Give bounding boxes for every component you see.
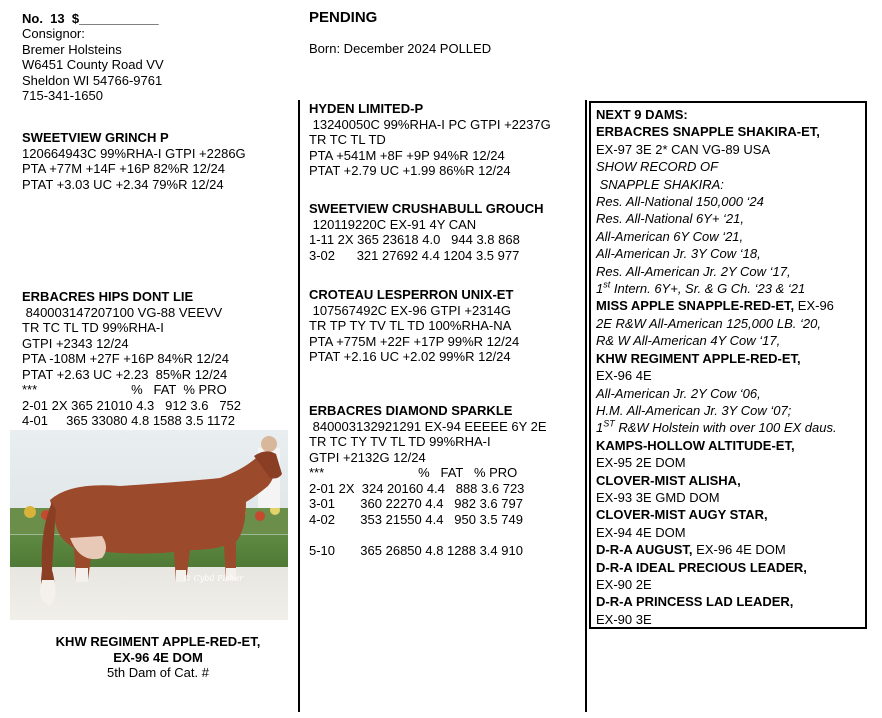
dam-dam-line: TR TC TY TV TL TD 99%RHA-I xyxy=(309,434,491,449)
sire-dam-line: 1-11 2X 365 23618 4.0 944 3.8 868 xyxy=(309,232,520,247)
sire-sire-line: PTA +541M +8F +9P 94%R 12/24 xyxy=(309,147,505,163)
dam1-show: Res. All-American Jr. 2Y Cow ‘17, xyxy=(596,263,791,279)
dam3-line: EX-96 4E xyxy=(596,368,652,384)
dam-line: 2-01 2X 365 21010 4.3 912 3.6 752 xyxy=(22,397,242,413)
dam-dam-line: 5-10 365 26850 4.8 1288 3.4 910 xyxy=(309,542,523,558)
dam-dam-line: 840003132921291 EX-94 EEEEE 6Y 2E xyxy=(309,418,547,434)
dam8-line: EX-90 2E xyxy=(596,576,652,592)
photo-credit: © Cybil Fisher xyxy=(183,573,243,583)
status-text: PENDING xyxy=(309,9,378,26)
dam-dam-block xyxy=(309,403,547,558)
dam4-name: KAMPS-HOLLOW ALTITUDE-ET, xyxy=(596,437,795,453)
cow-illustration xyxy=(10,430,288,620)
dam4-line: EX-95 2E DOM xyxy=(596,455,686,471)
dam-dam-line: 2-01 2X 324 20160 4.4 888 3.6 723 xyxy=(309,480,525,496)
dam-line: *** % FAT % PRO xyxy=(22,382,227,397)
next-dams-content xyxy=(596,106,866,628)
dam2-name-line xyxy=(596,297,866,314)
sire-sire-block xyxy=(309,101,551,179)
dam7-name: D-R-A AUGUST, xyxy=(596,542,693,558)
sire-name: SWEETVIEW GRINCH P xyxy=(22,130,169,145)
dam3-show: H.M. All-American Jr. 3Y Cow ‘07; xyxy=(596,402,792,418)
dam9-line: EX-90 3E xyxy=(596,611,652,627)
dam-sire-block xyxy=(309,287,519,365)
dam-dam-name: ERBACRES DIAMOND SPARKLE xyxy=(309,403,513,418)
dam8-name: D-R-A IDEAL PRECIOUS LEADER, xyxy=(596,559,807,575)
dam5-line: EX-93 3E GMD DOM xyxy=(596,489,720,505)
dam3-name: KHW REGIMENT APPLE-RED-ET, xyxy=(596,350,801,366)
dam-sire-line: TR TP TY TV TL TD 100%RHA-NA xyxy=(309,318,512,333)
dam-sire-line: PTAT +2.16 UC +2.02 99%R 12/24 xyxy=(309,349,511,364)
dam-line: 840003147207100 VG-88 VEEVV xyxy=(22,304,223,320)
dam1-show: Res. All-National 150,000 ‘24 xyxy=(596,194,764,210)
dam-line: TR TC TL TD 99%RHA-I xyxy=(22,320,164,335)
caption-name: KHW REGIMENT APPLE-RED-ET, xyxy=(55,634,261,649)
dam-line: GTPI +2343 12/24 xyxy=(22,335,129,351)
consignor-block xyxy=(22,26,164,104)
born-text: Born: December 2024 POLLED xyxy=(309,41,492,56)
dam-line: PTA -108M +27F +16P 84%R 12/24 xyxy=(22,351,229,366)
dam-sire-name: CROTEAU LESPERRON UNIX-ET xyxy=(309,287,514,302)
consignor-label: Consignor: xyxy=(22,26,85,41)
dam5-name: CLOVER-MIST ALISHA, xyxy=(596,472,741,488)
dam1-show-last xyxy=(596,280,866,297)
dam1-show: SHOW RECORD OF xyxy=(596,159,719,175)
dam7-tail: EX-96 4E DOM xyxy=(692,542,786,558)
sire-sire-line: 13240050C 99%RHA-I PC GTPI +2237G xyxy=(309,116,551,132)
dam-dam-line: *** % FAT % PRO xyxy=(309,465,518,480)
sire-line: 120664943C 99%RHA-I GTPI +2286G xyxy=(22,145,246,161)
dam9-name: D-R-A PRINCESS LAD LEADER, xyxy=(596,594,794,610)
dam1-line: EX-97 3E 2* CAN VG-89 USA xyxy=(596,141,771,157)
ordinal-suffix: ST xyxy=(603,418,615,429)
dam-dam-line xyxy=(309,527,547,543)
left-divider xyxy=(298,100,300,712)
dam3-show: All-American Jr. 2Y Cow ‘06, xyxy=(596,385,761,401)
dam2-line: R& W All-American 4Y Cow ‘17, xyxy=(596,333,781,349)
dam6-name: CLOVER-MIST AUGY STAR, xyxy=(596,507,768,523)
show-text: Intern. 6Y+, Sr. & G Ch. ‘23 & ‘21 xyxy=(610,281,806,297)
lot-number xyxy=(22,11,159,27)
sire-dam-name: SWEETVIEW CRUSHABULL GROUCH xyxy=(309,201,544,216)
dam-sire-line: 107567492C EX-96 GTPI +2314G xyxy=(309,302,511,318)
right-divider xyxy=(585,100,587,712)
ordinal-number: 1 xyxy=(596,281,604,297)
dam2-tail: EX-96 xyxy=(794,298,834,314)
caption-score: EX-96 4E DOM xyxy=(113,649,203,665)
sire-block xyxy=(22,130,246,192)
dam-line: PTAT +2.63 UC +2.23 85%R 12/24 xyxy=(22,366,228,382)
dam1-show: All-American Jr. 3Y Cow ‘18, xyxy=(596,246,761,262)
dam1-name: ERBACRES SNAPPLE SHAKIRA-ET, xyxy=(596,124,820,140)
ordinal-suffix: st xyxy=(603,279,611,290)
sire-dam-block xyxy=(309,201,543,263)
dam2-line: 2E R&W All-American 125,000 LB. ‘20, xyxy=(596,315,821,331)
sire-dam-line: 120119220C EX-91 4Y CAN xyxy=(309,216,477,232)
photo-caption xyxy=(10,634,306,681)
consignor-line: Bremer Holsteins xyxy=(22,41,122,57)
dam-dam-line: 3-01 360 22270 4.4 982 3.6 797 xyxy=(309,496,523,511)
dam2-name: MISS APPLE SNAPPLE-RED-ET, xyxy=(596,298,795,314)
sire-sire-line: PTAT +2.79 UC +1.99 86%R 12/24 xyxy=(309,163,511,178)
lot-label: No. 13 $___________ xyxy=(22,11,159,26)
dam-sire-line: PTA +775M +22F +17P 99%R 12/24 xyxy=(309,333,520,349)
dam1-show: Res. All-National 6Y+ ‘21, xyxy=(596,211,745,227)
dam-block xyxy=(22,289,241,429)
caption-note: 5th Dam of Cat. # xyxy=(107,665,209,680)
dam6-line: EX-94 4E DOM xyxy=(596,524,686,540)
cow-body xyxy=(50,458,274,582)
dam-dam-line: 4-02 353 21550 4.4 950 3.5 749 xyxy=(309,511,523,527)
ordinal-number: 1 xyxy=(596,420,604,436)
dams-heading: NEXT 9 DAMS: xyxy=(596,107,688,122)
sire-sire-line: TR TC TL TD xyxy=(309,132,386,147)
dam7-name-line xyxy=(596,541,866,558)
dam1-show: All-American 6Y Cow ‘21, xyxy=(596,228,744,244)
dam-dam-line: GTPI +2132G 12/24 xyxy=(309,449,426,465)
consignor-line: Sheldon WI 54766-9761 xyxy=(22,72,163,88)
sire-line: PTAT +3.03 UC +2.34 79%R 12/24 xyxy=(22,176,224,192)
dam3-show-last xyxy=(596,419,866,436)
sire-dam-line: 3-02 321 27692 4.4 1204 3.5 977 xyxy=(309,247,520,263)
dam1-show: SNAPPLE SHAKIRA: xyxy=(596,176,724,192)
sire-sire-name: HYDEN LIMITED-P xyxy=(309,101,424,116)
dam-line: 4-01 365 33080 4.8 1588 3.5 1172 xyxy=(22,413,235,428)
consignor-line: 715-341-1650 xyxy=(22,88,103,103)
sire-line: PTA +77M +14F +16P 82%R 12/24 xyxy=(22,161,225,176)
cow-photo xyxy=(10,430,288,620)
dam-name: ERBACRES HIPS DONT LIE xyxy=(22,289,194,304)
show-text: R&W Holstein with over 100 EX daus. xyxy=(614,420,837,436)
consignor-line: W6451 County Road VV xyxy=(22,57,164,72)
